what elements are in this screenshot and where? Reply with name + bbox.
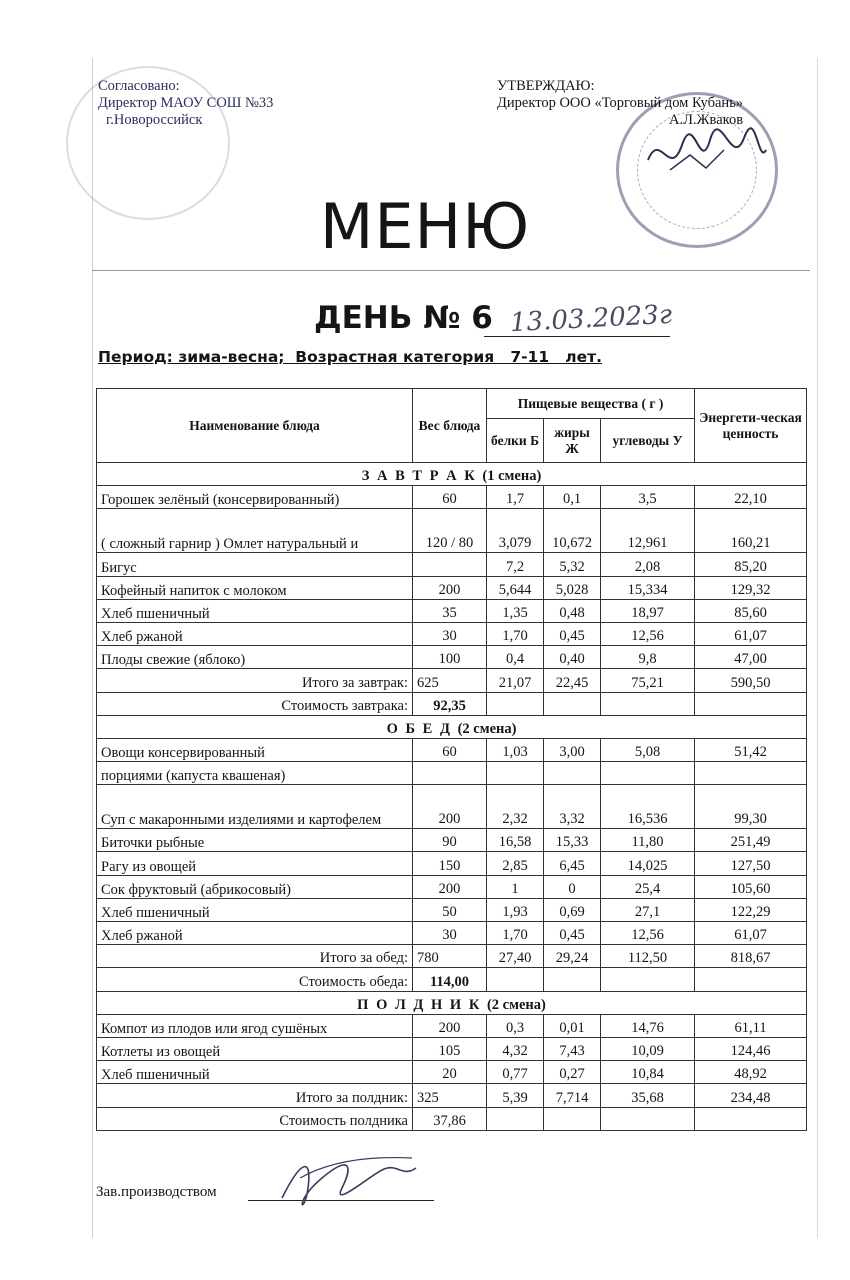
cell-protein: 1 [487, 875, 544, 898]
cell-protein: 1,35 [487, 599, 544, 622]
cell-weight: 35 [413, 599, 487, 622]
table-row [97, 875, 807, 898]
dish-name: Кофейный напиток с молоком [97, 576, 413, 599]
cell-weight: 50 [413, 898, 487, 921]
approval-right-line3: А.Л.Жваков [669, 112, 744, 128]
section-row [97, 463, 807, 486]
total-label: Итого за обед: [97, 945, 413, 968]
dish-name: Хлеб пшеничный [97, 1061, 413, 1084]
cell-carbs: 5,08 [601, 738, 695, 761]
cell-carbs: 12,56 [601, 922, 695, 945]
table-row [97, 852, 807, 875]
dish-name: Биточки рыбные [97, 829, 413, 852]
cell-carbs: 16,536 [601, 785, 695, 829]
header-protein: белки Б [487, 419, 544, 463]
empty-cell [544, 1107, 601, 1130]
cell-weight: 60 [413, 486, 487, 509]
approval-signature-icon [640, 120, 770, 190]
cell-energy: 251,49 [695, 829, 807, 852]
cell-fat: 0,45 [544, 922, 601, 945]
approval-left-line2: Директор МАОУ СОШ №33 [98, 95, 274, 111]
cell-energy: 105,60 [695, 875, 807, 898]
cell-energy: 61,07 [695, 922, 807, 945]
section-title-cell [97, 991, 807, 1014]
dish-name: Хлеб пшеничный [97, 599, 413, 622]
total-energy: 234,48 [695, 1084, 807, 1107]
cell-carbs: 12,56 [601, 622, 695, 645]
approval-block-left [98, 78, 273, 129]
table-row [97, 898, 807, 921]
empty-cell [601, 968, 695, 991]
table-row [97, 1037, 807, 1060]
table-row [97, 829, 807, 852]
cell-energy: 51,42 [695, 738, 807, 761]
cell-energy: 61,11 [695, 1014, 807, 1037]
header-fat: жиры Ж [544, 419, 601, 463]
cell-weight: 90 [413, 829, 487, 852]
cost-value: 92,35 [413, 692, 487, 715]
total-energy: 590,50 [695, 669, 807, 692]
cell-energy: 122,29 [695, 898, 807, 921]
cell-fat: 0,48 [544, 599, 601, 622]
cell-protein: 3,079 [487, 509, 544, 553]
cell-carbs: 27,1 [601, 898, 695, 921]
cell-energy: 129,32 [695, 576, 807, 599]
cell-fat: 0 [544, 875, 601, 898]
cost-label: Стоимость завтрака: [97, 692, 413, 715]
dish-name: Суп с макаронными изделиями и картофелем [97, 785, 413, 829]
dish-name: Хлеб пшеничный [97, 898, 413, 921]
cell-carbs: 10,84 [601, 1061, 695, 1084]
cell-weight: 105 [413, 1037, 487, 1060]
header-weight: Вес блюда [413, 389, 487, 463]
cell-energy: 127,50 [695, 852, 807, 875]
cell-fat: 6,45 [544, 852, 601, 875]
dish-name: Хлеб ржаной [97, 922, 413, 945]
dish-name: порциями (капуста квашеная) [97, 762, 413, 785]
cell-carbs: 10,09 [601, 1037, 695, 1060]
cell-carbs: 18,97 [601, 599, 695, 622]
empty-cell [695, 968, 807, 991]
empty-cell [487, 968, 544, 991]
table-row [97, 1014, 807, 1037]
day-label: ДЕНЬ № 6 [314, 300, 493, 336]
cell-fat: 10,672 [544, 509, 601, 553]
dish-name: Хлеб ржаной [97, 622, 413, 645]
dish-name: Рагу из овощей [97, 852, 413, 875]
total-label: Итого за завтрак: [97, 669, 413, 692]
approval-left-line1: Согласовано: [98, 78, 180, 94]
table-row [97, 738, 807, 761]
cell-carbs: 25,4 [601, 875, 695, 898]
header-dish-name: Наименование блюда [97, 389, 413, 463]
menu-table [96, 388, 807, 1131]
total-weight: 625 [413, 669, 487, 692]
cost-row [97, 968, 807, 991]
cell-fat: 3,00 [544, 738, 601, 761]
cell-weight: 30 [413, 922, 487, 945]
page-title: МЕНЮ [319, 190, 531, 263]
cell-protein: 16,58 [487, 829, 544, 852]
empty-cell [601, 692, 695, 715]
total-energy: 818,67 [695, 945, 807, 968]
cell-protein: 1,93 [487, 898, 544, 921]
cell-carbs [601, 762, 695, 785]
cell-fat: 0,01 [544, 1014, 601, 1037]
total-weight: 325 [413, 1084, 487, 1107]
dish-name: Сок фруктовый (абрикосовый) [97, 875, 413, 898]
table-row [97, 486, 807, 509]
cell-energy: 61,07 [695, 622, 807, 645]
empty-cell [544, 968, 601, 991]
header-carbs: углеводы У [601, 419, 695, 463]
cell-fat: 5,028 [544, 576, 601, 599]
total-carbs: 35,68 [601, 1084, 695, 1107]
cell-protein: 0,4 [487, 646, 544, 669]
cell-energy: 47,00 [695, 646, 807, 669]
dish-name: Котлеты из овощей [97, 1037, 413, 1060]
cell-energy: 124,46 [695, 1037, 807, 1060]
cell-protein: 1,03 [487, 738, 544, 761]
cell-carbs: 15,334 [601, 576, 695, 599]
total-row [97, 945, 807, 968]
cell-carbs: 11,80 [601, 829, 695, 852]
cell-fat: 0,45 [544, 622, 601, 645]
cell-fat [544, 762, 601, 785]
cell-energy: 99,30 [695, 785, 807, 829]
menu-table-body [97, 463, 807, 1131]
cell-weight: 20 [413, 1061, 487, 1084]
dish-name: Овощи консервированный [97, 738, 413, 761]
cell-fat: 15,33 [544, 829, 601, 852]
section-row [97, 991, 807, 1014]
cell-energy: 48,92 [695, 1061, 807, 1084]
cost-value: 114,00 [413, 968, 487, 991]
cell-protein: 5,644 [487, 576, 544, 599]
total-protein: 5,39 [487, 1084, 544, 1107]
dish-name: ( сложный гарнир ) Омлет натуральный и [97, 509, 413, 553]
cell-carbs: 14,76 [601, 1014, 695, 1037]
dish-name: Горошек зелёный (консервированный) [97, 486, 413, 509]
cell-protein: 2,85 [487, 852, 544, 875]
cell-weight: 30 [413, 622, 487, 645]
cost-value: 37,86 [413, 1107, 487, 1130]
section-shift: (2 смена) [486, 996, 546, 1013]
chief-signature-icon [272, 1148, 422, 1208]
dish-name: Компот из плодов или ягод сушёных [97, 1014, 413, 1037]
cost-label: Стоимость полдника [97, 1107, 413, 1130]
table-row [97, 599, 807, 622]
empty-cell [601, 1107, 695, 1130]
cell-protein: 7,2 [487, 553, 544, 576]
header-nutrients: Пищевые вещества ( г ) [487, 389, 695, 419]
table-row [97, 646, 807, 669]
cell-weight: 150 [413, 852, 487, 875]
cell-carbs: 12,961 [601, 509, 695, 553]
cell-weight: 100 [413, 646, 487, 669]
total-fat: 29,24 [544, 945, 601, 968]
cell-fat: 7,43 [544, 1037, 601, 1060]
empty-cell [487, 692, 544, 715]
table-row [97, 553, 807, 576]
empty-cell [544, 692, 601, 715]
section-title-cell [97, 715, 807, 738]
total-protein: 27,40 [487, 945, 544, 968]
footer-label: Зав.производством [96, 1184, 217, 1200]
cost-row [97, 1107, 807, 1130]
section-shift: (1 смена) [482, 468, 542, 485]
section-title: З А В Т Р А К [361, 468, 477, 485]
total-protein: 21,07 [487, 669, 544, 692]
cell-protein: 1,70 [487, 922, 544, 945]
table-row [97, 622, 807, 645]
cell-carbs: 3,5 [601, 486, 695, 509]
table-row [97, 762, 807, 785]
dish-name: Плоды свежие (яблоко) [97, 646, 413, 669]
cell-weight: 200 [413, 576, 487, 599]
cell-weight: 120 / 80 [413, 509, 487, 553]
cell-carbs: 9,8 [601, 646, 695, 669]
cell-energy: 22,10 [695, 486, 807, 509]
cell-energy [695, 762, 807, 785]
cost-label: Стоимость обеда: [97, 968, 413, 991]
total-carbs: 112,50 [601, 945, 695, 968]
cost-row [97, 692, 807, 715]
cell-protein: 1,70 [487, 622, 544, 645]
cell-weight [413, 762, 487, 785]
total-weight: 780 [413, 945, 487, 968]
table-row [97, 1061, 807, 1084]
cell-protein: 1,7 [487, 486, 544, 509]
cell-energy: 160,21 [695, 509, 807, 553]
total-row [97, 669, 807, 692]
cell-protein: 0,3 [487, 1014, 544, 1037]
cell-weight: 200 [413, 785, 487, 829]
cell-weight: 200 [413, 875, 487, 898]
title-divider [92, 270, 810, 271]
empty-cell [695, 692, 807, 715]
cell-fat: 0,1 [544, 486, 601, 509]
section-shift: (2 смена) [457, 720, 517, 737]
period-line: Период: зима-весна; Возрастная категория 7-11 лет. [98, 348, 603, 366]
total-row [97, 1084, 807, 1107]
cell-fat: 3,32 [544, 785, 601, 829]
total-fat: 7,714 [544, 1084, 601, 1107]
cell-fat: 5,32 [544, 553, 601, 576]
cell-fat: 0,69 [544, 898, 601, 921]
header-energy: Энергети-ческая ценность [695, 389, 807, 463]
section-title: П О Л Д Н И К [357, 996, 482, 1013]
cell-weight: 60 [413, 738, 487, 761]
cell-protein: 2,32 [487, 785, 544, 829]
section-title: О Б Е Д [386, 720, 452, 737]
total-carbs: 75,21 [601, 669, 695, 692]
cell-weight [413, 553, 487, 576]
handwritten-date: 13.03.2023г [509, 299, 673, 339]
cell-carbs: 2,08 [601, 553, 695, 576]
total-fat: 22,45 [544, 669, 601, 692]
empty-cell [695, 1107, 807, 1130]
table-row [97, 576, 807, 599]
cell-carbs: 14,025 [601, 852, 695, 875]
dish-name: Бигус [97, 553, 413, 576]
table-row [97, 509, 807, 553]
cell-weight: 200 [413, 1014, 487, 1037]
section-title-cell [97, 463, 807, 486]
cell-protein: 0,77 [487, 1061, 544, 1084]
approval-right-line2: Директор ООО «Торговый дом Кубань» [497, 95, 744, 111]
cell-protein [487, 762, 544, 785]
cell-energy: 85,20 [695, 553, 807, 576]
table-row [97, 785, 807, 829]
cell-fat: 0,40 [544, 646, 601, 669]
empty-cell [487, 1107, 544, 1130]
section-row [97, 715, 807, 738]
cell-protein: 4,32 [487, 1037, 544, 1060]
cell-energy: 85,60 [695, 599, 807, 622]
total-label: Итого за полдник: [97, 1084, 413, 1107]
approval-left-line3: г.Новороссийск [106, 112, 203, 128]
approval-right-line1: УТВЕРЖДАЮ: [497, 78, 595, 94]
table-row [97, 922, 807, 945]
cell-fat: 0,27 [544, 1061, 601, 1084]
